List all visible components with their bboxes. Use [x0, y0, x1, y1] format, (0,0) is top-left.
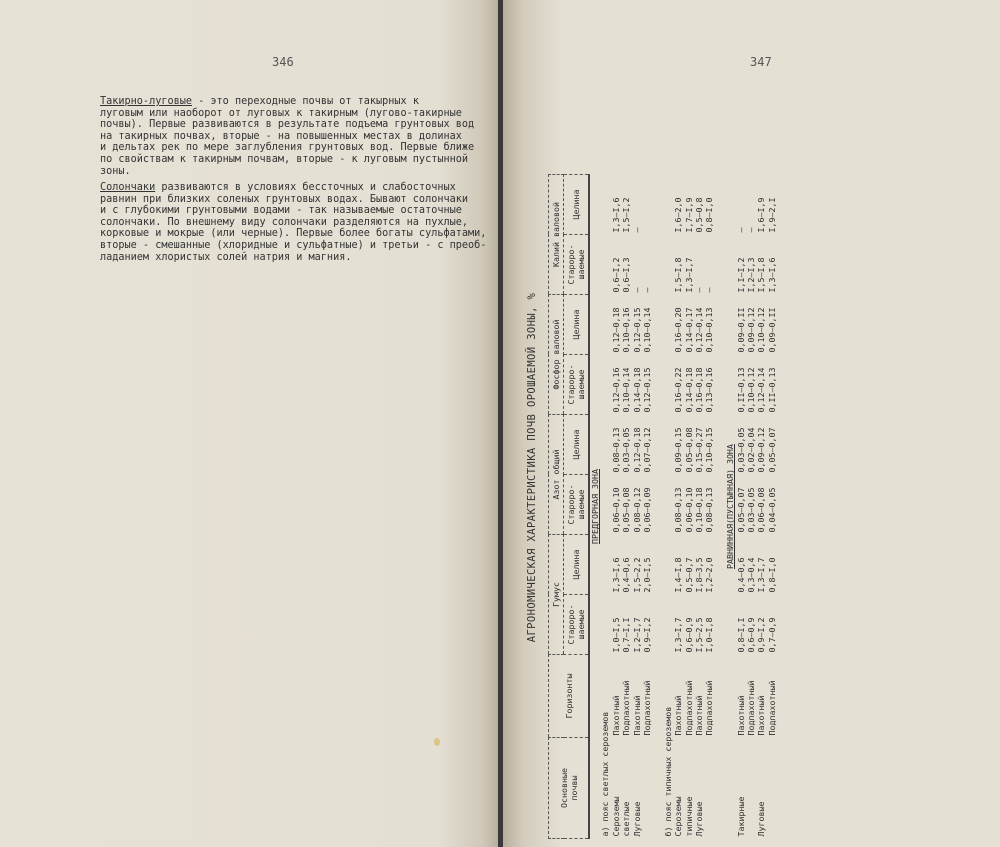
- header-potassium: Калий валовой: [549, 175, 564, 295]
- paragraph-takyr-meadow: [100, 96, 490, 177]
- spacer-row: [715, 175, 725, 839]
- value-cell: 0,10–0,13: [704, 307, 715, 353]
- value-cell: 0,7–0,9: [766, 617, 777, 653]
- table-row: [684, 175, 694, 839]
- subgroup-row: [663, 175, 673, 839]
- value-cell: 0,16–0,22: [673, 367, 684, 413]
- paragraph-solonchaks: [100, 182, 490, 263]
- soil-cell: Сероземы: [610, 796, 621, 837]
- value-cell: 0,04–0,05: [766, 487, 777, 533]
- header-phosphorus: Фосфор валовой: [549, 295, 564, 415]
- value-cell: 0,10–0,18: [694, 487, 705, 533]
- value-cell: 0,16–0,18: [694, 367, 705, 413]
- value-cell: 0,08–0,12: [631, 487, 642, 533]
- value-cell: 0,13–0,16: [704, 367, 715, 413]
- value-cell: –: [631, 287, 642, 293]
- header-horizons: Горизонты: [549, 655, 590, 738]
- value-cell: I,5–2,2: [631, 557, 642, 593]
- soil-cell: [746, 738, 756, 839]
- value-cell: 0,5–0,8: [694, 197, 705, 233]
- value-cell: 0,10–0,16: [621, 307, 632, 353]
- header-old-irrigated: Староро- шаемые: [564, 475, 590, 535]
- value-cell: 0,09–0,12: [746, 307, 757, 353]
- soil-cell: [767, 738, 777, 839]
- value-cell: 0,II–0,13: [766, 367, 777, 413]
- value-cell: I,5–I,8: [756, 257, 767, 293]
- horizon-cell: Подпахотный: [766, 680, 777, 736]
- paragraph-text: - это переходные почвы от такырных к луговым или наоборот от луговых к такирным (лугово-такирные почвы). Первые развиваются в результате подъема грунтовых вод на такирных почвах, вторые - на повышенных местах в долинах и дельтах рек по мере заглубления грунтовых вод. Первые ближе по свойствам к такирным почвам, вторые - к луговым пустынной зоны.: [100, 96, 475, 177]
- subgroup-title: б) пояс типичных сероземов: [662, 706, 673, 837]
- value-cell: 0,II–0,13: [735, 367, 746, 413]
- table-row: [632, 175, 642, 839]
- value-cell: 0,8–I,0: [766, 557, 777, 593]
- value-cell: 0,6–0,9: [746, 617, 757, 653]
- page-number-right: 347: [750, 55, 772, 69]
- value-cell: I,3–I,7: [756, 557, 767, 593]
- value-cell: 0,3–0,4: [746, 557, 757, 593]
- value-cell: 0,05–0,07: [735, 487, 746, 533]
- value-cell: 0,10–0,14: [621, 367, 632, 413]
- value-cell: 0,09–0,12: [756, 427, 767, 473]
- soil-cell: Луговые: [756, 801, 767, 837]
- value-cell: I,5–2,5: [694, 617, 705, 653]
- value-cell: I,8–3,5: [694, 557, 705, 593]
- value-cell: I,7–I,9: [683, 197, 694, 233]
- value-cell: 2,0–I,5: [642, 557, 653, 593]
- table-body: [589, 175, 788, 839]
- term-solonchaks: Солончаки: [100, 182, 156, 193]
- horizon-cell: Подпахотный: [704, 680, 715, 736]
- value-cell: I,0–I,8: [704, 617, 715, 653]
- value-cell: 0,10–0,14: [642, 307, 653, 353]
- value-cell: I,3–I,6: [766, 257, 777, 293]
- table-row: [621, 175, 631, 839]
- value-cell: 0,15–0,27: [694, 427, 705, 473]
- subgroup-row: [600, 175, 610, 839]
- value-cell: 0,08–0,13: [610, 427, 621, 473]
- horizon-cell: Пахотный: [735, 695, 746, 736]
- agronomic-table: [548, 174, 788, 839]
- value-cell: I,2–2,0: [704, 557, 715, 593]
- spacer-cell: [715, 175, 725, 839]
- header-old-irrigated: Староро- шаемые: [564, 355, 590, 415]
- soil-cell: [704, 738, 714, 839]
- value-cell: I,2–I,3: [746, 257, 757, 293]
- horizon-cell: Пахотный: [631, 695, 642, 736]
- zone-row: [725, 175, 735, 839]
- soil-cell: Луговые: [631, 801, 642, 837]
- value-cell: 0,8–I,I: [735, 617, 746, 653]
- horizon-cell: Пахотный: [610, 695, 621, 736]
- table-row: [736, 175, 746, 839]
- spacer-row: [652, 175, 662, 839]
- soil-cell: Луговые: [694, 801, 705, 837]
- value-cell: 0,10–0,15: [704, 427, 715, 473]
- value-cell: 0,03–0,05: [735, 427, 746, 473]
- horizon-cell: Пахотный: [673, 695, 684, 736]
- value-cell: 0,14–0,18: [631, 367, 642, 413]
- subgroup-title: а) пояс светлых сероземов: [600, 711, 611, 837]
- value-cell: 0,4–0,6: [735, 557, 746, 593]
- table-row: [673, 175, 683, 839]
- value-cell: I,I–I,2: [735, 257, 746, 293]
- soil-cell: Такирные: [735, 796, 746, 837]
- value-cell: [642, 175, 652, 235]
- value-cell: I,6–I,9: [756, 197, 767, 233]
- value-cell: –: [735, 227, 746, 233]
- value-cell: 0,12–0,18: [610, 307, 621, 353]
- value-cell: 0,03–0,05: [621, 427, 632, 473]
- value-cell: 0,9–I,2: [756, 617, 767, 653]
- horizon-cell: Подпахотный: [621, 680, 632, 736]
- value-cell: 0,6–I,2: [610, 257, 621, 293]
- table-row: [767, 175, 777, 839]
- value-cell: 0,5–0,7: [683, 557, 694, 593]
- value-cell: 0,08–0,13: [704, 487, 715, 533]
- value-cell: 0,12–0,16: [610, 367, 621, 413]
- value-cell: I,5–I,2: [621, 197, 632, 233]
- zone-row: [589, 175, 600, 839]
- value-cell: I,9–2,I: [766, 197, 777, 233]
- value-cell: 0,06–0,09: [642, 487, 653, 533]
- header-old-irrigated: Староро- шаемые: [564, 235, 590, 295]
- page-number-left: 346: [272, 55, 294, 69]
- value-cell: 0,10–0,12: [756, 307, 767, 353]
- zone-title: ПРЕДГОРНАЯ ЗОНА: [590, 469, 600, 544]
- soil-cell: [642, 738, 652, 839]
- soil-cell: Сероземы: [673, 796, 684, 837]
- value-cell: 0,02–0,04: [746, 427, 757, 473]
- spacer-cell: [652, 175, 662, 839]
- value-cell: I,0–I,5: [610, 617, 621, 653]
- horizon-cell: Подпахотный: [683, 680, 694, 736]
- value-cell: 0,6–I,3: [621, 257, 632, 293]
- value-cell: –: [746, 227, 757, 233]
- value-cell: 0,12–0,15: [631, 307, 642, 353]
- value-cell: 0,09–0,15: [673, 427, 684, 473]
- header-virgin: Целина: [564, 175, 590, 235]
- value-cell: 0,07–0,12: [642, 427, 653, 473]
- table-row: [642, 175, 652, 839]
- value-cell: I,3–I,7: [683, 257, 694, 293]
- value-cell: –: [694, 287, 705, 293]
- header-virgin: Целина: [564, 535, 590, 595]
- value-cell: 0,12–0,18: [631, 427, 642, 473]
- table-row: [694, 175, 704, 839]
- value-cell: 0,06–0,08: [756, 487, 767, 533]
- value-cell: –: [642, 287, 653, 293]
- value-cell: 0,08–0,13: [673, 487, 684, 533]
- header-virgin: Целина: [564, 415, 590, 475]
- table-row: [756, 175, 766, 839]
- paper-stain: [434, 738, 440, 746]
- value-cell: 0,14–0,17: [683, 307, 694, 353]
- value-cell: 0,05–0,08: [621, 487, 632, 533]
- value-cell: –: [704, 287, 715, 293]
- value-cell: 0,6–0,9: [683, 617, 694, 653]
- table-row: [704, 175, 714, 839]
- value-cell: 0,05–0,07: [766, 427, 777, 473]
- header-virgin: Целина: [564, 295, 590, 355]
- paragraph-text: развиваются в условиях бессточных и слабосточных равнин при близких соленых грунтовых водах. Бывают солончаки и с глубокими грунтовыми водами - так называемые остаточные солончаки. По внешнему виду солончаки разделяются на пухлые, корковые и мокрые (или черные). Первые более богаты сульфатами, вторые - смешанные (хлоридные и сульфатные) и третьи - с преоб- ладанием хлористых солей натрия и магния.: [100, 182, 487, 263]
- term-takyr-meadow: Такирно-луговые: [100, 96, 193, 107]
- table-row: [746, 175, 756, 839]
- horizon-cell: Подпахотный: [642, 680, 653, 736]
- value-cell: I,3–I,6: [610, 197, 621, 233]
- soil-cell: типичные: [683, 796, 694, 837]
- value-cell: 0,05–0,08: [683, 427, 694, 473]
- header-old-irrigated: Староро- шаемые: [564, 595, 590, 655]
- header-humus: Гумус: [549, 535, 564, 655]
- soil-cell: светлые: [621, 801, 632, 837]
- value-cell: 0,12–0,15: [642, 367, 653, 413]
- spacer-cell: [777, 175, 787, 839]
- value-cell: I,3–I,6: [610, 557, 621, 593]
- rotated-table: [522, 90, 902, 845]
- table-row: [611, 175, 621, 839]
- value-cell: 0,06–0,10: [683, 487, 694, 533]
- value-cell: I,3–I,7: [673, 617, 684, 653]
- left-page: [0, 0, 498, 847]
- value-cell: 0,9–I,2: [642, 617, 653, 653]
- value-cell: 0,8–I,0: [704, 197, 715, 233]
- value-cell: I,2–I,7: [631, 617, 642, 653]
- value-cell: –: [631, 227, 642, 233]
- horizon-cell: Пахотный: [756, 695, 767, 736]
- value-cell: 0,12–0,14: [694, 307, 705, 353]
- value-cell: 0,03–0,05: [746, 487, 757, 533]
- value-cell: 0,09–0,II: [766, 307, 777, 353]
- value-cell: I,6–2,0: [673, 197, 684, 233]
- value-cell: 0,16–0,20: [673, 307, 684, 353]
- zone-title: РАВНИННАЯ(ПУСТЫННАЯ) ЗОНА: [725, 444, 736, 569]
- value-cell: 0,12–0,14: [756, 367, 767, 413]
- value-cell: I,5–I,8: [673, 257, 684, 293]
- horizon-cell: Пахотный: [694, 695, 705, 736]
- header-soils: Основные почвы: [549, 738, 590, 839]
- table-title: АГРОНОМИЧЕСКАЯ ХАРАКТЕРИСТИКА ПОЧВ ОРОШАЕМОЙ ЗОНЫ, %: [526, 292, 538, 643]
- value-cell: 0,09–0,II: [735, 307, 746, 353]
- value-cell: 0,14–0,18: [683, 367, 694, 413]
- value-cell: 0,4–0,6: [621, 557, 632, 593]
- horizon-cell: Подпахотный: [746, 680, 757, 736]
- spacer-row: [777, 175, 787, 839]
- value-cell: 0,06–0,10: [610, 487, 621, 533]
- value-cell: I,4–I,8: [673, 557, 684, 593]
- value-cell: 0,10–0,12: [746, 367, 757, 413]
- value-cell: 0,7–I,I: [621, 617, 632, 653]
- header-nitrogen: Азот общий: [549, 415, 564, 535]
